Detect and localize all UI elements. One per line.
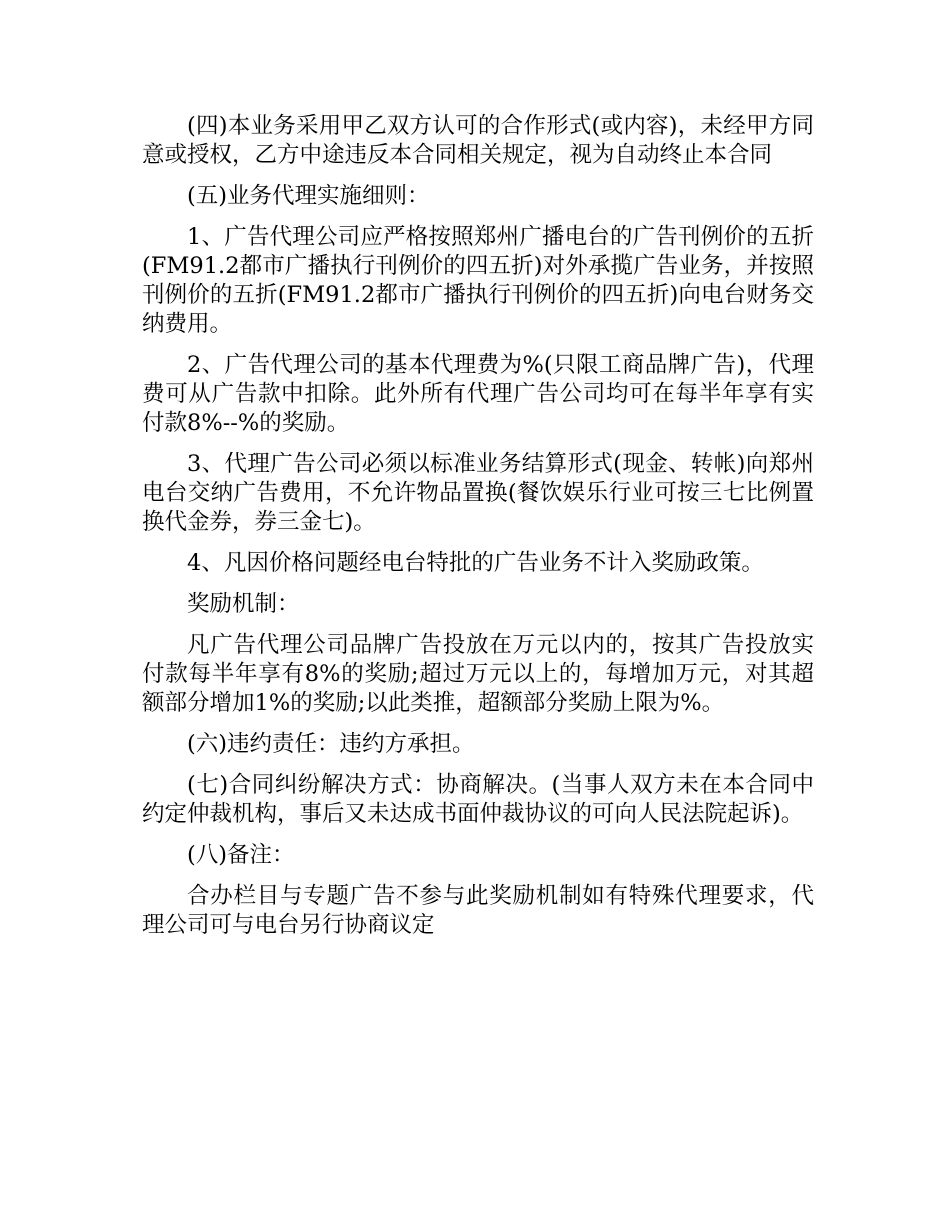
paragraph-rule-1: 1、广告代理公司应严格按照郑州广播电台的广告刊例价的五折(FM91.2都市广播执行刊例价的四五折)对外承揽广告业务，并按照刊例价的五折(FM91.2都市广播执行刊例价的四五折)向电台财务交纳费用。 xyxy=(142,224,814,337)
paragraph-rule-2: 2、广告代理公司的基本代理费为%(只限工商品牌广告)，代理费可从广告款中扣除。此外所有代理广告公司均可在每半年享有实付款8%--%的奖励。 xyxy=(142,352,814,436)
paragraph-section-7: (七)合同纠纷解决方式：协商解决。(当事人双方未在本合同中约定仲裁机构，事后又未达成书面仲裁协议的可向人民法院起诉)。 xyxy=(142,772,814,827)
paragraph-section-8-heading: (八)备注： xyxy=(187,842,295,868)
document-body xyxy=(142,112,814,952)
paragraph-section-5-heading: (五)业务代理实施细则： xyxy=(187,183,430,209)
paragraph-reward-heading: 奖励机制： xyxy=(187,591,300,617)
paragraph-section-6: (六)违约责任：违约方承担。 xyxy=(187,731,475,757)
paragraph-section-8-note: 合办栏目与专题广告不参与此奖励机制如有特殊代理要求，代理公司可与电台另行协商议定 xyxy=(142,883,814,938)
paragraph-section-4: (四)本业务采用甲乙双方认可的合作形式(或内容)，未经甲方同意或授权，乙方中途违反本合同相关规定，视为自动终止本合同 xyxy=(142,113,814,168)
paragraph-reward-detail: 凡广告代理公司品牌广告投放在万元以内的，按其广告投放实付款每半年享有8%的奖励;超过万元以上的，每增加万元，对其超额部分增加1%的奖励;以此类推，超额部分奖励上限为%。 xyxy=(142,632,814,716)
paragraph-rule-3: 3、代理广告公司必须以标准业务结算形式(现金、转帐)向郑州电台交纳广告费用，不允许物品置换(餐饮娱乐行业可按三七比例置换代金券，券三金七)。 xyxy=(142,451,814,535)
paragraph-rule-4: 4、凡因价格问题经电台特批的广告业务不计入奖励政策。 xyxy=(187,550,764,576)
